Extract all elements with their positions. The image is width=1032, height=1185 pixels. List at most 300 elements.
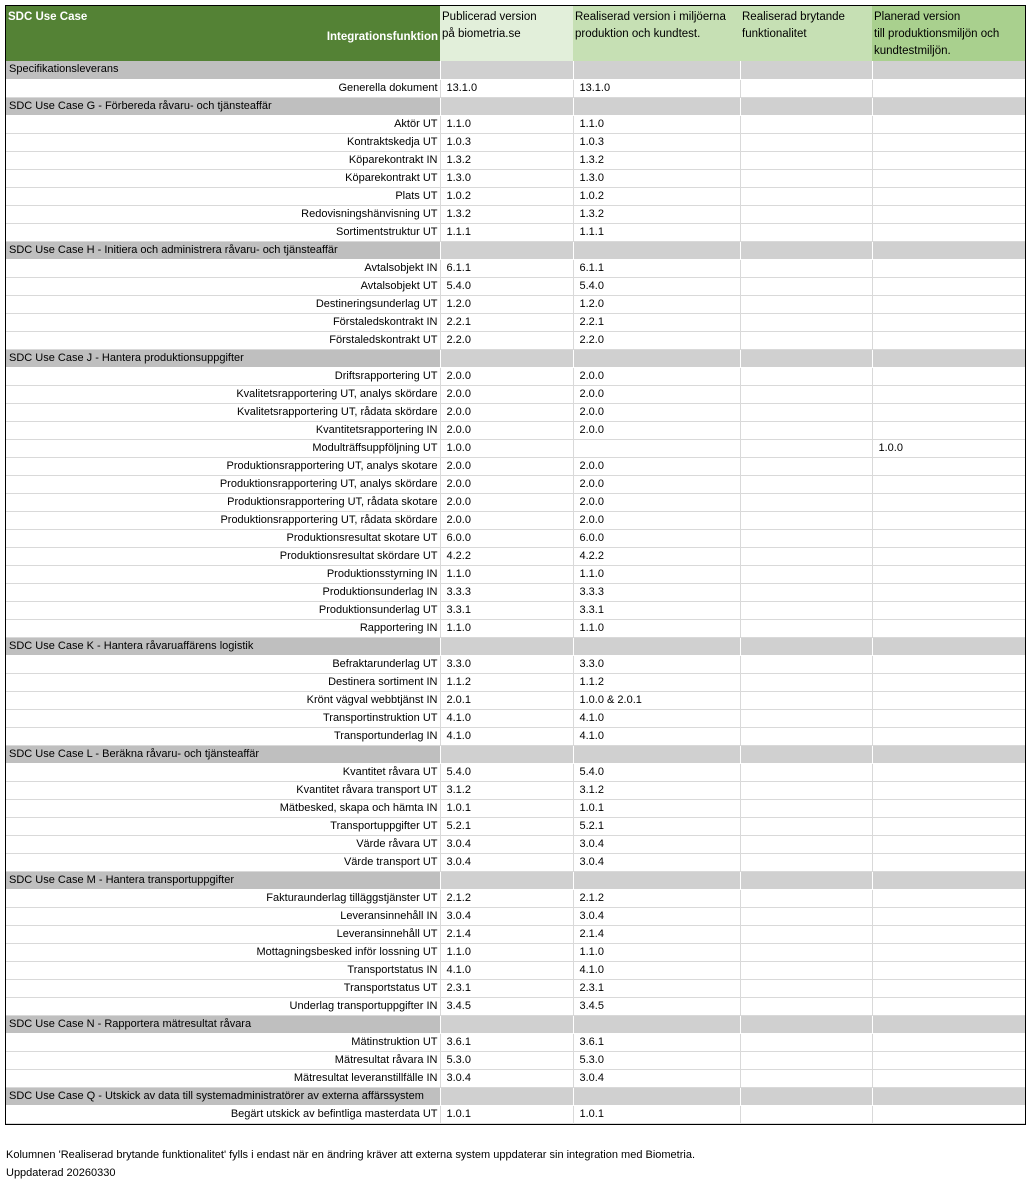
- planned-version: [872, 583, 1025, 601]
- breaking-version: [740, 79, 872, 97]
- published-version: 2.1.2: [440, 889, 573, 907]
- planned-version: [872, 511, 1025, 529]
- planned-version: [872, 313, 1025, 331]
- section-title: SDC Use Case N - Rapportera mätresultat råvara: [6, 1015, 440, 1033]
- published-version: 2.2.0: [440, 331, 573, 349]
- published-version: 2.0.1: [440, 691, 573, 709]
- section-title: SDC Use Case K - Hantera råvaruaffärens logistik: [6, 637, 440, 655]
- realised-version: 1.1.0: [573, 565, 740, 583]
- table-row: [6, 313, 1025, 331]
- integration-name: Fakturaunderlag tilläggstjänster UT: [6, 889, 440, 907]
- planned-version: [872, 979, 1025, 997]
- section-row: [6, 745, 1025, 763]
- section-cell: [573, 745, 740, 763]
- integration-name: Kvantitet råvara transport UT: [6, 781, 440, 799]
- realised-version: 3.3.1: [573, 601, 740, 619]
- breaking-version: [740, 259, 872, 277]
- table-row: [6, 691, 1025, 709]
- integration-name: Rapportering IN: [6, 619, 440, 637]
- breaking-version: [740, 439, 872, 457]
- header-use-case-label: SDC Use Case: [8, 11, 88, 23]
- integration-name: Produktionsrapportering UT, rådata skotare: [6, 493, 440, 511]
- planned-version: [872, 205, 1025, 223]
- breaking-version: [740, 835, 872, 853]
- table-row: [6, 1105, 1025, 1123]
- breaking-version: [740, 475, 872, 493]
- table-row: [6, 853, 1025, 871]
- published-version: 2.0.0: [440, 511, 573, 529]
- realised-version: 6.0.0: [573, 529, 740, 547]
- table-row: [6, 421, 1025, 439]
- published-version: 1.2.0: [440, 295, 573, 313]
- planned-version: [872, 709, 1025, 727]
- planned-version: [872, 781, 1025, 799]
- realised-version: 1.0.1: [573, 799, 740, 817]
- planned-version: [872, 529, 1025, 547]
- planned-version: [872, 133, 1025, 151]
- planned-version: [872, 1105, 1025, 1123]
- table-row: [6, 1051, 1025, 1069]
- footer-note: Kolumnen 'Realiserad brytande funktionalitet' fylls i endast när en ändring kräver att externa system uppdaterar sin integration med Biometria.: [6, 1149, 696, 1161]
- realised-version: 1.3.0: [573, 169, 740, 187]
- table-row: [6, 889, 1025, 907]
- realised-version: 2.3.1: [573, 979, 740, 997]
- version-table: [6, 6, 1025, 1124]
- published-version: 1.0.2: [440, 187, 573, 205]
- realised-version: 5.4.0: [573, 763, 740, 781]
- published-version: 13.1.0: [440, 79, 573, 97]
- integration-name: Redovisningshänvisning UT: [6, 205, 440, 223]
- planned-version: [872, 943, 1025, 961]
- realised-version: 2.0.0: [573, 493, 740, 511]
- table-row: [6, 601, 1025, 619]
- planned-version: [872, 817, 1025, 835]
- planned-version: [872, 835, 1025, 853]
- section-cell: [740, 637, 872, 655]
- breaking-version: [740, 331, 872, 349]
- section-cell: [573, 97, 740, 115]
- integration-name: Mätresultat råvara IN: [6, 1051, 440, 1069]
- section-cell: [573, 871, 740, 889]
- realised-version: 1.0.1: [573, 1105, 740, 1123]
- section-cell: [740, 97, 872, 115]
- realised-version: 2.0.0: [573, 421, 740, 439]
- header-integration-label: Integrationsfunktion: [326, 31, 438, 43]
- realised-version: 3.0.4: [573, 853, 740, 871]
- section-row: [6, 349, 1025, 367]
- planned-version: [872, 115, 1025, 133]
- realised-version: 4.1.0: [573, 961, 740, 979]
- breaking-version: [740, 421, 872, 439]
- planned-version: [872, 655, 1025, 673]
- breaking-version: [740, 529, 872, 547]
- published-version: 3.0.4: [440, 853, 573, 871]
- planned-version: [872, 799, 1025, 817]
- realised-version: 3.0.4: [573, 835, 740, 853]
- realised-version: 2.0.0: [573, 385, 740, 403]
- breaking-version: [740, 367, 872, 385]
- published-version: 3.0.4: [440, 907, 573, 925]
- breaking-version: [740, 151, 872, 169]
- breaking-version: [740, 655, 872, 673]
- breaking-version: [740, 385, 872, 403]
- realised-version: 3.6.1: [573, 1033, 740, 1051]
- section-cell: [740, 241, 872, 259]
- section-title: SDC Use Case M - Hantera transportuppgifter: [6, 871, 440, 889]
- header-breaking: Realiserad brytande funktionalitet: [740, 6, 872, 61]
- table-row: [6, 799, 1025, 817]
- published-version: 3.1.2: [440, 781, 573, 799]
- planned-version: [872, 925, 1025, 943]
- breaking-version: [740, 853, 872, 871]
- realised-version: 4.1.0: [573, 709, 740, 727]
- integration-name: Begärt utskick av befintliga masterdata UT: [6, 1105, 440, 1123]
- realised-version: 1.1.0: [573, 943, 740, 961]
- published-version: 1.1.0: [440, 619, 573, 637]
- table-body: [6, 61, 1025, 1123]
- realised-version: 1.0.3: [573, 133, 740, 151]
- planned-version: [872, 259, 1025, 277]
- breaking-version: [740, 1051, 872, 1069]
- section-row: [6, 241, 1025, 259]
- integration-name: Modulträffsuppföljning UT: [6, 439, 440, 457]
- table-row: [6, 367, 1025, 385]
- table-row: [6, 781, 1025, 799]
- published-version: 2.2.1: [440, 313, 573, 331]
- section-row: [6, 871, 1025, 889]
- published-version: 2.0.0: [440, 403, 573, 421]
- published-version: 1.1.2: [440, 673, 573, 691]
- table-row: [6, 133, 1025, 151]
- planned-version: [872, 997, 1025, 1015]
- integration-name: Mätresultat leveranstillfälle IN: [6, 1069, 440, 1087]
- published-version: 1.3.0: [440, 169, 573, 187]
- realised-version: 1.0.0 & 2.0.1: [573, 691, 740, 709]
- table-row: [6, 385, 1025, 403]
- table-row: [6, 907, 1025, 925]
- realised-version: 1.3.2: [573, 151, 740, 169]
- realised-version: 2.0.0: [573, 403, 740, 421]
- section-cell: [872, 1015, 1025, 1033]
- planned-version: [872, 277, 1025, 295]
- published-version: 2.0.0: [440, 493, 573, 511]
- table-row: [6, 79, 1025, 97]
- section-cell: [740, 1015, 872, 1033]
- published-version: 2.0.0: [440, 457, 573, 475]
- realised-version: 4.1.0: [573, 727, 740, 745]
- section-row: [6, 637, 1025, 655]
- breaking-version: [740, 997, 872, 1015]
- header-published: Publicerad version på biometria.se: [440, 6, 573, 61]
- breaking-version: [740, 1033, 872, 1051]
- section-cell: [573, 637, 740, 655]
- planned-version: [872, 187, 1025, 205]
- realised-version: 4.2.2: [573, 547, 740, 565]
- published-version: 3.6.1: [440, 1033, 573, 1051]
- realised-version: 2.0.0: [573, 475, 740, 493]
- integration-name: Produktionsrapportering UT, analys skördare: [6, 475, 440, 493]
- realised-version: 2.2.1: [573, 313, 740, 331]
- planned-version: 1.0.0: [872, 439, 1025, 457]
- realised-version: 2.1.2: [573, 889, 740, 907]
- section-row: [6, 97, 1025, 115]
- realised-version: 1.1.2: [573, 673, 740, 691]
- planned-version: [872, 457, 1025, 475]
- table-row: [6, 493, 1025, 511]
- section-cell: [872, 349, 1025, 367]
- section-cell: [872, 241, 1025, 259]
- integration-name: Avtalsobjekt IN: [6, 259, 440, 277]
- integration-name: Produktionsstyrning IN: [6, 565, 440, 583]
- breaking-version: [740, 889, 872, 907]
- integration-name: Destineringsunderlag UT: [6, 295, 440, 313]
- integration-name: Destinera sortiment IN: [6, 673, 440, 691]
- section-cell: [740, 349, 872, 367]
- published-version: 3.3.0: [440, 655, 573, 673]
- realised-version: 3.0.4: [573, 907, 740, 925]
- planned-version: [872, 331, 1025, 349]
- published-version: 6.0.0: [440, 529, 573, 547]
- realised-version: 13.1.0: [573, 79, 740, 97]
- section-cell: [872, 871, 1025, 889]
- planned-version: [872, 853, 1025, 871]
- integration-name: Leveransinnehåll UT: [6, 925, 440, 943]
- integration-name: Aktör UT: [6, 115, 440, 133]
- published-version: 4.2.2: [440, 547, 573, 565]
- planned-version: [872, 727, 1025, 745]
- integration-name: Transportinstruktion UT: [6, 709, 440, 727]
- planned-version: [872, 151, 1025, 169]
- integration-name: Produktionsrapportering UT, analys skotare: [6, 457, 440, 475]
- breaking-version: [740, 691, 872, 709]
- integration-name: Förstaledskontrakt UT: [6, 331, 440, 349]
- published-version: 2.0.0: [440, 367, 573, 385]
- table-row: [6, 259, 1025, 277]
- planned-version: [872, 601, 1025, 619]
- breaking-version: [740, 547, 872, 565]
- breaking-version: [740, 277, 872, 295]
- footer: [6, 1146, 695, 1182]
- section-cell: [740, 871, 872, 889]
- breaking-version: [740, 205, 872, 223]
- realised-version: 6.1.1: [573, 259, 740, 277]
- breaking-version: [740, 709, 872, 727]
- planned-version: [872, 367, 1025, 385]
- realised-version: 3.4.5: [573, 997, 740, 1015]
- breaking-version: [740, 313, 872, 331]
- section-cell: [440, 637, 573, 655]
- section-cell: [440, 61, 573, 79]
- planned-version: [872, 493, 1025, 511]
- table-row: [6, 943, 1025, 961]
- breaking-version: [740, 943, 872, 961]
- breaking-version: [740, 133, 872, 151]
- section-cell: [440, 241, 573, 259]
- integration-name: Kontraktskedja UT: [6, 133, 440, 151]
- table-row: [6, 673, 1025, 691]
- table-row: [6, 961, 1025, 979]
- section-cell: [740, 61, 872, 79]
- table-row: [6, 205, 1025, 223]
- planned-version: [872, 79, 1025, 97]
- integration-name: Värde transport UT: [6, 853, 440, 871]
- planned-version: [872, 907, 1025, 925]
- planned-version: [872, 691, 1025, 709]
- integration-name: Generella dokument: [6, 79, 440, 97]
- breaking-version: [740, 601, 872, 619]
- realised-version: 1.0.2: [573, 187, 740, 205]
- integration-name: Mätinstruktion UT: [6, 1033, 440, 1051]
- table-row: [6, 169, 1025, 187]
- section-title: SDC Use Case G - Förbereda råvaru- och tjänsteaffär: [6, 97, 440, 115]
- version-table-sheet: [5, 5, 1026, 1125]
- published-version: 2.0.0: [440, 421, 573, 439]
- planned-version: [872, 763, 1025, 781]
- table-row: [6, 151, 1025, 169]
- integration-name: Leveransinnehåll IN: [6, 907, 440, 925]
- table-row: [6, 187, 1025, 205]
- published-version: 4.1.0: [440, 961, 573, 979]
- published-version: 1.3.2: [440, 205, 573, 223]
- published-version: 2.0.0: [440, 385, 573, 403]
- planned-version: [872, 1051, 1025, 1069]
- footer-updated: Uppdaterad 20260330: [6, 1167, 116, 1179]
- section-cell: [440, 871, 573, 889]
- published-version: 1.1.0: [440, 943, 573, 961]
- integration-name: Köparekontrakt UT: [6, 169, 440, 187]
- integration-name: Mätbesked, skapa och hämta IN: [6, 799, 440, 817]
- planned-version: [872, 889, 1025, 907]
- table-row: [6, 979, 1025, 997]
- published-version: 1.0.1: [440, 1105, 573, 1123]
- published-version: 1.1.1: [440, 223, 573, 241]
- planned-version: [872, 169, 1025, 187]
- section-cell: [872, 61, 1025, 79]
- integration-name: Kvalitetsrapportering UT, analys skördare: [6, 385, 440, 403]
- realised-version: 5.4.0: [573, 277, 740, 295]
- published-version: 3.0.4: [440, 1069, 573, 1087]
- section-cell: [440, 349, 573, 367]
- integration-name: Kvalitetsrapportering UT, rådata skördare: [6, 403, 440, 421]
- integration-name: Värde råvara UT: [6, 835, 440, 853]
- integration-name: Avtalsobjekt UT: [6, 277, 440, 295]
- planned-version: [872, 475, 1025, 493]
- integration-name: Mottagningsbesked inför lossning UT: [6, 943, 440, 961]
- planned-version: [872, 961, 1025, 979]
- breaking-version: [740, 187, 872, 205]
- table-row: [6, 619, 1025, 637]
- section-cell: [872, 745, 1025, 763]
- realised-version: 1.3.2: [573, 205, 740, 223]
- section-title: SDC Use Case J - Hantera produktionsuppgifter: [6, 349, 440, 367]
- table-row: [6, 277, 1025, 295]
- table-row: [6, 1033, 1025, 1051]
- table-row: [6, 835, 1025, 853]
- breaking-version: [740, 763, 872, 781]
- planned-version: [872, 421, 1025, 439]
- integration-name: Produktionsunderlag IN: [6, 583, 440, 601]
- section-cell: [440, 745, 573, 763]
- realised-version: 2.0.0: [573, 511, 740, 529]
- published-version: 1.1.0: [440, 565, 573, 583]
- section-cell: [573, 349, 740, 367]
- realised-version: 2.2.0: [573, 331, 740, 349]
- realised-version: 3.3.3: [573, 583, 740, 601]
- table-row: [6, 529, 1025, 547]
- integration-name: Produktionsresultat skördare UT: [6, 547, 440, 565]
- integration-name: Kvantitet råvara UT: [6, 763, 440, 781]
- header-row: [6, 6, 1025, 61]
- planned-version: [872, 1033, 1025, 1051]
- breaking-version: [740, 1105, 872, 1123]
- breaking-version: [740, 799, 872, 817]
- published-version: 5.4.0: [440, 277, 573, 295]
- integration-name: Kvantitetsrapportering IN: [6, 421, 440, 439]
- header-use-case: [6, 6, 440, 61]
- realised-version: 2.0.0: [573, 367, 740, 385]
- integration-name: Sortimentstruktur UT: [6, 223, 440, 241]
- published-version: 3.3.3: [440, 583, 573, 601]
- breaking-version: [740, 403, 872, 421]
- section-cell: [573, 61, 740, 79]
- integration-name: Driftsrapportering UT: [6, 367, 440, 385]
- section-cell: [573, 1087, 740, 1105]
- published-version: 3.3.1: [440, 601, 573, 619]
- breaking-version: [740, 169, 872, 187]
- published-version: 1.3.2: [440, 151, 573, 169]
- integration-name: Underlag transportuppgifter IN: [6, 997, 440, 1015]
- table-row: [6, 583, 1025, 601]
- integration-name: Förstaledskontrakt IN: [6, 313, 440, 331]
- table-row: [6, 403, 1025, 421]
- section-row: [6, 61, 1025, 79]
- integration-name: Produktionsresultat skotare UT: [6, 529, 440, 547]
- breaking-version: [740, 511, 872, 529]
- planned-version: [872, 223, 1025, 241]
- section-row: [6, 1015, 1025, 1033]
- realised-version: 3.0.4: [573, 1069, 740, 1087]
- integration-name: Transportstatus UT: [6, 979, 440, 997]
- realised-version: 1.1.0: [573, 619, 740, 637]
- published-version: 2.3.1: [440, 979, 573, 997]
- integration-name: Produktionsunderlag UT: [6, 601, 440, 619]
- table-row: [6, 331, 1025, 349]
- published-version: 5.2.1: [440, 817, 573, 835]
- breaking-version: [740, 727, 872, 745]
- table-row: [6, 817, 1025, 835]
- published-version: 3.4.5: [440, 997, 573, 1015]
- integration-name: Transportunderlag IN: [6, 727, 440, 745]
- realised-version: 3.1.2: [573, 781, 740, 799]
- breaking-version: [740, 961, 872, 979]
- breaking-version: [740, 907, 872, 925]
- breaking-version: [740, 925, 872, 943]
- section-title: SDC Use Case H - Initiera och administrera råvaru- och tjänsteaffär: [6, 241, 440, 259]
- table-row: [6, 763, 1025, 781]
- breaking-version: [740, 115, 872, 133]
- planned-version: [872, 619, 1025, 637]
- breaking-version: [740, 979, 872, 997]
- section-cell: [872, 637, 1025, 655]
- published-version: 1.0.1: [440, 799, 573, 817]
- planned-version: [872, 673, 1025, 691]
- published-version: 1.0.0: [440, 439, 573, 457]
- section-title: Specifikationsleverans: [6, 61, 440, 79]
- integration-name: Transportuppgifter UT: [6, 817, 440, 835]
- realised-version: 2.0.0: [573, 457, 740, 475]
- breaking-version: [740, 583, 872, 601]
- section-cell: [573, 1015, 740, 1033]
